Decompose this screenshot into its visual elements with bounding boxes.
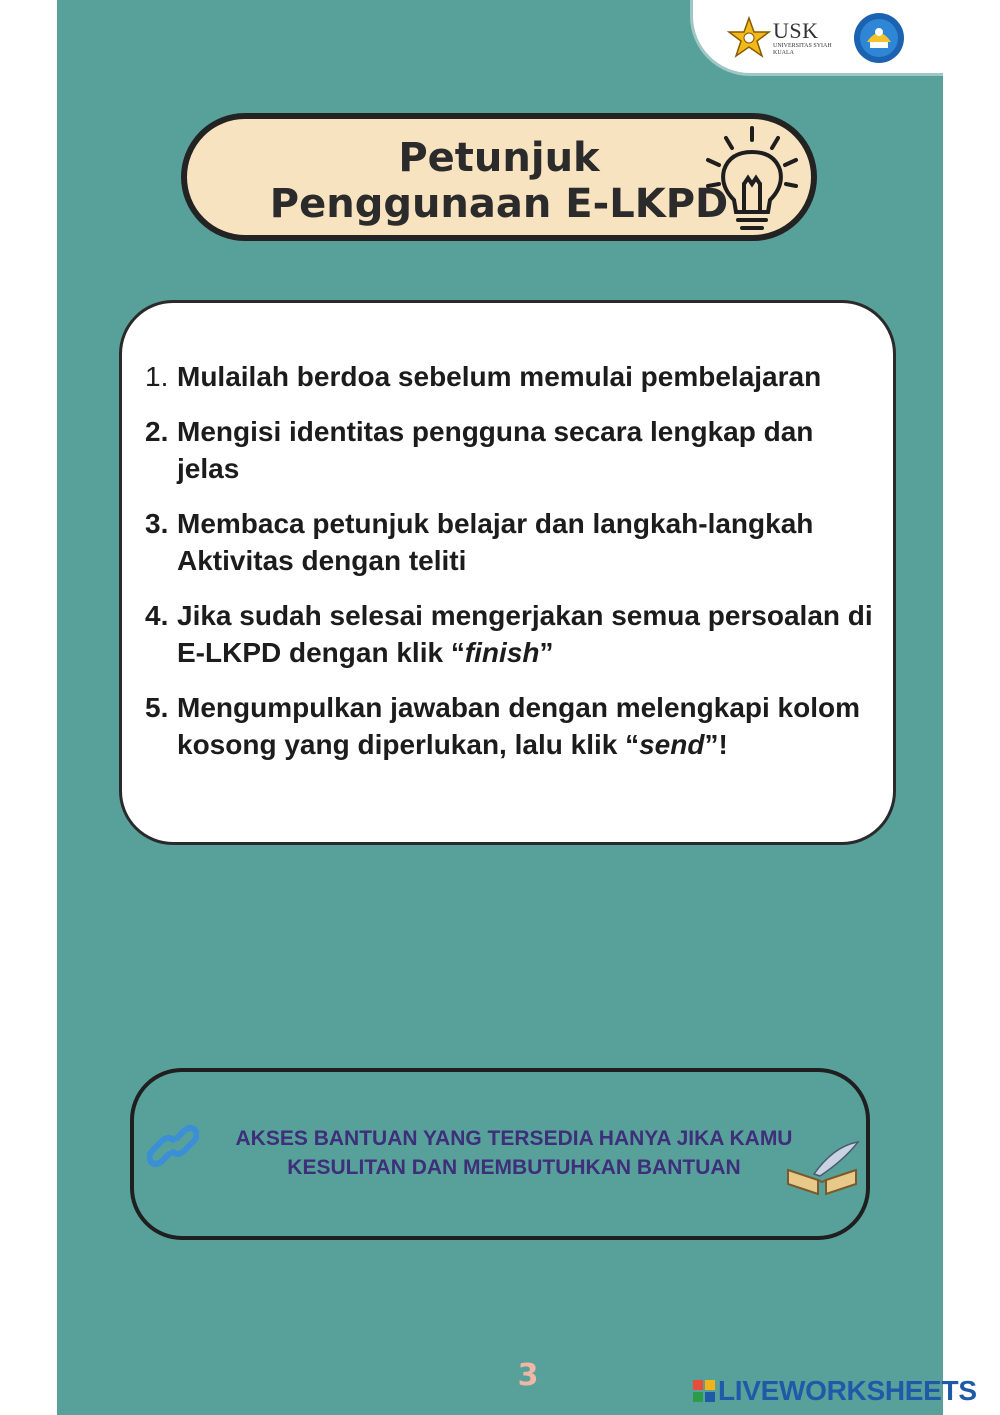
- step-emphasis: finish: [464, 637, 540, 668]
- liveworksheets-logo-icon: [693, 1380, 715, 1402]
- step-text: [177, 597, 875, 671]
- title-line-1: Petunjuk: [398, 135, 600, 181]
- list-item: [145, 358, 875, 395]
- lightbulb-icon: [700, 120, 810, 240]
- step-text-part: Mengumpulkan jawaban dengan melengkapi kolom kosong yang diperlukan, lalu klik “: [177, 692, 861, 760]
- instruction-list: [145, 358, 875, 781]
- help-box: [130, 1068, 870, 1240]
- step-text-part: ”!: [704, 729, 728, 760]
- step-number: 3.: [145, 508, 169, 539]
- usk-logo-icon: [726, 16, 772, 62]
- step-text: Mulailah berdoa sebelum memulai pembelajaran: [177, 361, 822, 392]
- list-item: [145, 505, 875, 579]
- help-line-1: AKSES BANTUAN YANG TERSEDIA HANYA JIKA KAMU: [235, 1127, 793, 1150]
- help-message: [194, 1124, 834, 1182]
- page-number: 3: [517, 1358, 539, 1393]
- step-number: 2.: [145, 416, 169, 447]
- usk-name: USK: [773, 18, 819, 43]
- step-text: Mengisi identitas pengguna secara lengkap dan jelas: [177, 416, 814, 484]
- step-number: 4.: [145, 600, 169, 631]
- step-number: 5.: [145, 692, 169, 723]
- link-icon[interactable]: [147, 1120, 199, 1172]
- step-text-part: ”: [539, 637, 554, 668]
- title-line-2: Penggunaan E-LKPD: [269, 181, 729, 227]
- list-item: [145, 689, 875, 763]
- book-quill-icon: [784, 1140, 860, 1196]
- help-line-2: KESULITAN DAN MEMBUTUHKAN BANTUAN: [287, 1156, 741, 1179]
- logo-badge: [690, 0, 943, 76]
- liveworksheets-brand[interactable]: [693, 1374, 977, 1408]
- list-item: [145, 597, 875, 671]
- kemdikbud-logo-icon: [853, 12, 905, 64]
- step-emphasis: send: [639, 729, 705, 760]
- instructions-card: [119, 300, 896, 845]
- usk-subtitle: UNIVERSITAS SYIAH KUALA: [773, 43, 832, 56]
- list-item: [145, 413, 875, 487]
- step-number: 1.: [145, 361, 169, 392]
- brand-name: LIVEWORKSHEETS: [718, 1375, 977, 1406]
- step-text: Membaca petunjuk belajar dan langkah-langkah Aktivitas dengan teliti: [177, 508, 814, 576]
- step-text: [177, 689, 875, 763]
- step-text-part: Jika sudah selesai mengerjakan semua persoalan di E-LKPD dengan klik “: [177, 600, 873, 668]
